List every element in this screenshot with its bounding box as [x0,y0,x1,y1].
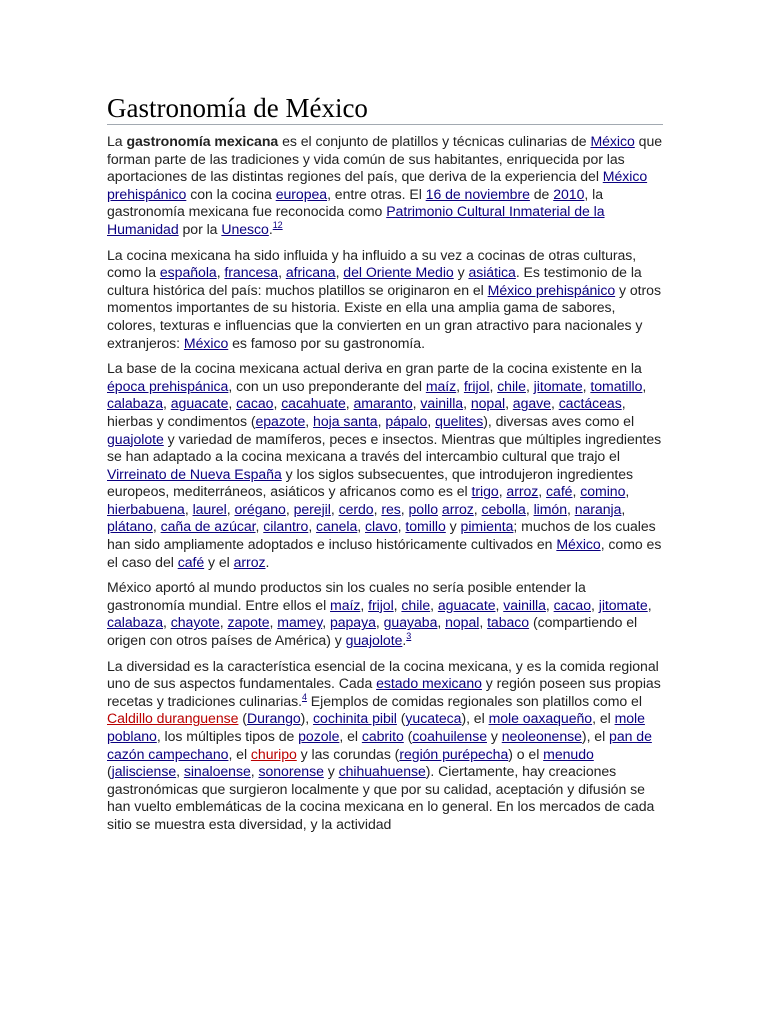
text-run: La [107,133,127,149]
article-link[interactable]: pápalo [385,412,428,429]
text-run: y otros momentos importantes de su historia. Existe en ella una amplia gama de sabores, colores, texturas e influencias que la convierten en un gran atractivo para nacionales y extranjeros: [107,281,661,351]
text-run: y [453,264,469,281]
text-run: , [322,614,330,631]
article-link[interactable]: calabaza [107,395,164,412]
text-run: , [479,614,488,631]
article-link[interactable]: agave [512,395,551,412]
text-run: , como es el caso del [107,536,662,570]
text-run: , [572,483,581,500]
article-link[interactable]: Caldillo duranguense [107,710,239,727]
text-run: ), el [461,710,489,727]
article-link[interactable]: jitomate [533,377,583,394]
article-link[interactable]: aguacate [437,596,496,613]
article-link[interactable]: laurel [192,500,227,517]
text-run: , el [592,710,615,727]
article-link[interactable]: mole oaxaqueño [488,710,593,727]
article-link[interactable]: yucateca [405,710,462,727]
text-run: , [250,763,259,780]
article-link[interactable]: pollo [408,500,439,517]
article-link[interactable]: comino [580,483,626,500]
text-run: , [255,518,264,535]
article-link[interactable]: México prehispánico [487,281,616,298]
text-run: y [445,518,461,535]
article-link[interactable]: café [177,553,205,570]
article-link[interactable]: 2010 [553,185,585,202]
article-link[interactable]: guayaba [383,614,438,631]
article-link[interactable]: chayote [170,614,220,631]
text-run: La diversidad es la característica esencial de la cocina mexicana, y es la comida regional uno de sus aspectos fundamentales. Cada [107,657,659,692]
article-link[interactable]: cacahuate [281,395,346,412]
article-link[interactable]: 16 de noviembre [425,185,530,202]
article-link[interactable]: arroz [506,483,539,500]
text-run: ; muchos de los cuales han sido ampliamente adoptados e incluso históricamente cultivados en [107,518,656,553]
text-run: , [305,412,314,429]
article-link[interactable]: México prehispánico [107,168,648,202]
article-link[interactable]: tomillo [405,518,446,535]
text-run: y región poseen sus propias recetas y tradiciones culinarias. [107,675,661,709]
text-run: y [323,763,339,780]
article-link[interactable]: menudo [543,745,594,762]
text-run: , [505,395,513,412]
article-link[interactable]: francesa [224,264,279,281]
article-link[interactable]: canela [316,518,358,535]
article-link[interactable]: México [590,133,635,149]
article [107,92,663,834]
text-run: , [525,500,534,517]
text-run: . Es testimonio de la cultura histórica del país: muchos platillos se originaron en el [107,264,642,298]
article-link[interactable]: cabrito [361,728,404,744]
text-run: , [226,500,235,517]
article-link[interactable]: asiática [468,264,516,281]
text-run: La base de la cocina mexicana actual deriva en gran parte de la cocina existente en la [107,360,642,377]
article-link[interactable]: cacao [553,596,591,613]
paragraph [107,133,663,239]
article-link[interactable]: chile [497,377,526,394]
text-run: , [625,483,630,500]
text-run: , los múltiples tipos de [156,728,299,744]
article-link[interactable]: calabaza [107,614,164,631]
text-run: , [456,377,464,394]
text-run: , la gastronomía mexicana fue reconocida como [107,185,603,220]
text-run: es el conjunto de platillos y técnicas culinarias de [278,133,591,149]
text-run: , [538,483,547,500]
article-link[interactable]: epazote [255,412,306,429]
text-run: , [591,596,599,613]
article-link[interactable]: chile [401,596,431,613]
article-link[interactable]: vainilla [420,395,464,412]
article-link[interactable]: guajolote [345,632,403,649]
page-title: Gastronomía de México [107,92,663,125]
article-link[interactable]: aguacate [170,395,229,412]
article-link[interactable]: orégano [234,500,286,517]
text-run: , [621,500,626,517]
article-link[interactable]: cacao [236,395,274,412]
text-run: . [268,220,273,237]
text-run: , [393,596,402,613]
article-link[interactable]: chihuahuense [338,763,426,780]
text-run: , [184,500,193,517]
text-run: , el [339,728,362,744]
text-run: (compartiendo el origen con otros países de América) y [107,614,638,649]
text-run: ), [300,710,314,727]
text-run: , [345,395,354,412]
article-link[interactable]: clavo [365,518,398,535]
article-link[interactable]: frijol [368,596,394,613]
article-link[interactable]: arroz [233,553,266,570]
text-run: , [228,395,237,412]
text-run: , [463,395,471,412]
reference-link[interactable]: 12 [272,219,283,230]
text-run: y el [204,553,234,570]
text-run: , hierbas y condimentos ( [107,395,626,429]
text-run: , [273,395,282,412]
paragraph [107,247,663,353]
text-run: ), el [581,728,610,744]
text-run: México aportó al mundo productos sin los cuales no sería posible entender la gastronomía mundial. Entre ellos el [107,579,586,613]
text-run: , [216,264,225,281]
text-run: , [163,395,171,412]
article-link[interactable]: pan de cazón campechano [107,728,652,762]
text-run: , [308,518,317,535]
text-run: , [427,412,436,429]
bold-term: gastronomía mexicana [126,133,279,149]
article-link[interactable]: jitomate [598,596,648,613]
article-link[interactable]: africana [285,264,336,281]
text-run: , [647,596,652,613]
text-run: ( [396,710,406,727]
text-run: . [402,632,407,649]
article-link[interactable]: hoja santa [313,412,378,429]
text-run: La cocina mexicana ha sido influida y ha influido a su vez a cocinas de otras culturas, como la [107,246,637,281]
article-link[interactable]: pimienta [460,518,514,535]
paragraph [107,579,663,649]
article-link[interactable]: maíz [425,377,457,394]
text-run: , [489,377,498,394]
text-run: por la [178,220,222,237]
article-link[interactable]: vainilla [503,596,546,613]
paragraph [107,658,663,834]
text-run: , [642,377,647,394]
text-run: ). Ciertamente, hay creaciones gastronómicas que surgieron localmente y que por su calidad, aceptación y difusión se han vuelto emblemáticas de la cocina mexicana en lo general. En los mercados de cada sitio se muestra esta diversidad, y la actividad [107,763,655,832]
article-link[interactable]: pozole [298,728,340,744]
text-run: con la cocina [186,185,276,202]
text-run: , [525,377,534,394]
article-link[interactable]: sinaloense [183,763,251,780]
text-run: , [545,596,554,613]
text-run: , [400,500,409,517]
article-link[interactable]: sonorense [258,763,324,780]
article-link[interactable]: cerdo [338,500,374,517]
article-link[interactable]: hierbabuena [107,500,185,517]
article-link[interactable]: nopal [445,614,480,631]
text-run: , [330,500,339,517]
reference-link[interactable]: 3 [406,631,412,642]
text-run: ( [403,728,413,744]
article-link[interactable]: tomatillo [590,377,643,394]
article-link[interactable]: región purépecha [399,745,509,762]
text-run: , [285,500,294,517]
article-link[interactable]: amaranto [353,395,413,412]
text-run: , [495,596,504,613]
text-run: , [430,596,438,613]
article-link[interactable]: mole poblano [107,710,645,744]
article-link[interactable]: México [556,536,601,553]
text-run: , [278,264,286,281]
text-run: , [373,500,382,517]
text-run: . [265,553,270,570]
text-run: y variedad de mamíferos, peces e insectos. Mientras que múltiples ingredientes se han adaptado a la cocina mexicana a través del intercambio cultural que trajo el [107,430,662,465]
article-link[interactable]: Durango [246,710,301,727]
reference-link[interactable]: 4 [301,691,307,702]
reference-marker [406,631,411,641]
article-link[interactable]: res [381,500,401,517]
article-link[interactable]: plátano [107,518,153,535]
article-link[interactable]: jalisciense [111,763,177,780]
article-link[interactable]: arroz [441,500,474,517]
text-run: , [582,377,591,394]
article-link[interactable]: guajolote [107,430,164,447]
text-run: , [163,614,171,631]
text-run: , [550,395,559,412]
article-link[interactable]: europea [275,185,328,202]
text-run: , [335,264,344,281]
article-link[interactable]: limón [533,500,567,517]
article-link[interactable]: café [546,483,573,500]
reference-marker [273,220,283,230]
article-link[interactable]: frijol [463,377,490,394]
text-run: , [377,412,386,429]
article-link[interactable]: trigo [471,483,499,500]
article-link[interactable]: churipo [250,745,297,762]
article-link[interactable]: cochinita pibil [313,710,397,727]
article-link[interactable]: del Oriente Medio [343,264,454,281]
text-run: , [269,614,278,631]
text-run: , [437,614,446,631]
article-link[interactable]: naranja [574,500,622,517]
article-link[interactable]: maíz [330,596,361,613]
article-link[interactable]: zapote [227,614,270,631]
article-link[interactable]: neoleonense [501,728,582,744]
text-run: , [567,500,575,517]
text-run: , con un uso preponderante del [228,377,426,394]
text-run: , [473,500,482,517]
text-run: ), diversas aves como el [483,412,635,429]
article-link[interactable]: cilantro [263,518,309,535]
text-run: , el [228,745,251,762]
text-run: , [176,763,184,780]
article-link[interactable]: nopal [470,395,506,412]
article-link[interactable]: cactáceas [558,395,622,412]
text-run: y [487,728,502,744]
paragraph [107,360,663,571]
text-run: , [360,596,369,613]
article-link[interactable]: época prehispánica [107,377,229,394]
text-run: de [529,185,554,202]
text-run: y las corundas ( [296,745,400,762]
article-link[interactable]: caña de azúcar [160,518,256,535]
article-link[interactable]: estado mexicano [376,675,482,692]
text-run: , entre otras. El [327,185,426,202]
article-link[interactable]: Unesco [221,220,269,237]
text-run: ( [238,710,247,727]
text-run: que forman parte de las tradiciones y vida común de sus habitantes, enriquecida por las aportaciones de las distintas regiones del país, que deriva de la experiencia del [107,133,663,185]
text-run: ) o el [508,745,544,762]
text-run: , [498,483,507,500]
text-run: , [357,518,366,535]
text-run: y los siglos subsecuentes, que introdujeron ingredientes europeos, mediterráneos, asiáticos y africanos como es el [107,465,634,500]
article-link[interactable]: México [183,334,229,351]
article-link[interactable]: tabaco [487,614,530,631]
article-link[interactable]: papaya [329,614,376,631]
article-link[interactable]: coahuilense [412,728,487,744]
article-link[interactable]: mamey [277,614,323,631]
article-link[interactable]: perejil [293,500,331,517]
article-link[interactable]: Patrimonio Cultural Inmaterial de la Humanidad [107,203,605,237]
text-run: , [219,614,228,631]
text-run: , [397,518,406,535]
article-link[interactable]: Virreinato de Nueva España [107,465,282,482]
text-run: , [152,518,161,535]
article-link[interactable]: española [159,264,217,281]
text-run: , [412,395,421,412]
article-link[interactable]: quelites [435,412,484,429]
text-run: , [375,614,384,631]
text-run: ( [107,763,112,780]
text-run: es famoso por su gastronomía. [228,334,425,351]
text-run: Ejemplos de comidas regionales son platillos como el [306,692,642,709]
article-link[interactable]: cebolla [481,500,526,517]
